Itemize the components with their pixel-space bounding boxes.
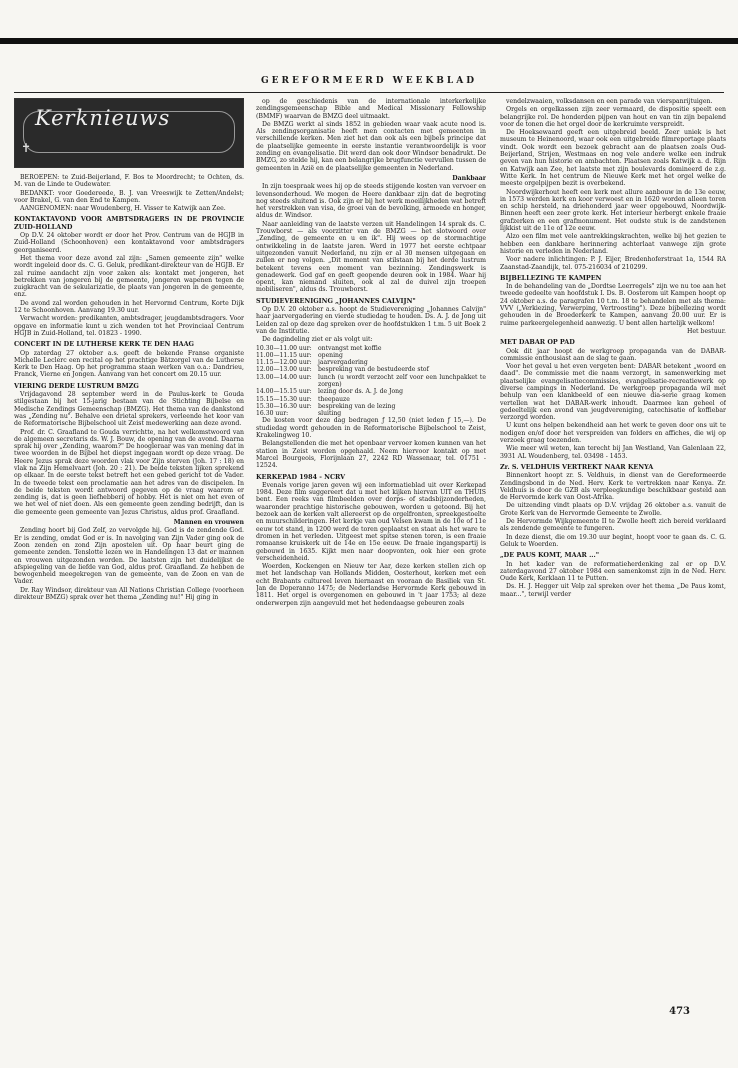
paragraph: Vrijdagavond 28 september werd in de Paulus-kerk te Gouda stilgestaan bij het 15-jarig bestaan van de Stichting Bijbelse en Medische Zendings Gemeenschap (BMZG). Het thema van de dankstond was „Zending nu". Behalve een drietal sprekers, verleende het koor van de Reformatorische Bijbelschool uit Zeist medewerking aan deze avond.: [14, 391, 244, 428]
paragraph: De BMZG werkt al sinds 1852 in gebieden waar vaak acute nood is. Als zendingsorganisatie heeft men contacten met gemeenten in verschillende kerken. Men ziet het dan ook als een bijbels principe dat de plaatselijke gemeente in eerste instantie verantwoordelijk is voor zending en evangelisatie. Dit werd dan ook door Windsor benadrukt. De BMZG, zo stelde hij, kan een belangrijke brugfunctie vervullen tussen de gemeenten in Azië en de plaatselijke gemeenten in Nederland.: [256, 120, 486, 172]
programme-item: lezing door ds. A. J. de Jong: [318, 388, 403, 396]
page-number: 473: [669, 1006, 690, 1017]
heading-veldhuis: Zr. S. VELDHUIS VERTREKT NAAR KENYA: [500, 462, 654, 471]
programme-row: [256, 388, 486, 395]
heading-concert: CONCERT IN DE LUTHERSE KERK TE DEN HAAG: [14, 340, 194, 349]
programme-item: ontvangst met koffie: [318, 344, 382, 352]
paragraph: op de geschiedenis van de internationale interkerkelijke zendingsgemeenschap Bible and Medical Missionary Fellowship (BMMF) waarvan de BMZG deel uitmaakt.: [256, 98, 486, 120]
bedankt-text: BEDANKT: voor Goedereede, B. J. van Vreeswijk te Zetten/Andelst; voor Brakel, G. van den End te Kampen.: [14, 189, 244, 204]
paragraph: In zijn toespraak wees hij op de steeds stijgende kosten van vervoer en levensonderhoud. We mogen de Heere dankbaar zijn dat de begroting nog steeds sluitend is. Ook zijn er bij het werk moeilijkheden wat betreft het verstrekken van visa, de groei van de bevolking, armoede en honger, aldus dr. Windsor.: [256, 183, 486, 220]
paragraph: Op zaterdag 27 oktober a.s. geeft de bekende Franse organiste Michelle Leclerc een recital op het prachtige Bätzorgel van de Lutherse Kerk te Den Haag. Op het programma staan werken van o.a.: Dandrieu, Franck, Vierne en Jongen. Aanvang van het concert om 20.15 uur.: [14, 349, 244, 379]
paragraph: Dr. Ray Windsor, direkteur van All Nations Christian College (voorheen direkteur BMZG) sprak over het thema „Zending nu!" Hij ging in: [14, 586, 244, 602]
column-1: [14, 98, 244, 1028]
church-icon: ✝: [21, 141, 32, 155]
programme-time: 15.15—15.30 uur:: [256, 395, 312, 403]
programme-time: 11.00—11.15 uur:: [256, 351, 312, 359]
programme-time: 11.15—12.00 uur:: [256, 359, 312, 367]
paragraph: Naar aanleiding van de laatste verzen uit Handelingen 14 sprak ds. C. Trouwborst — als voorzitter van de BMZG — het slotwoord over „Zending, de gemeente en u en ik". Hij wees op de stormachtige ontwikkeling in de laatste jaren. Werd in 1977 het eerste echtpaar uitgezonden vanuit Nederland, nu zijn er al 30 mensen uitgegaan en zullen er nog volgen. „Dit moment van stilstaan bij het derde lustrum betekent tevens een moment van bezinning. Zendingswerk is genadewerk. God gaf en geeft geopende deuren ook in 1984. Waar hij opent, kan niemand sluiten, ook al zal de duivel zijn troepen mobiliseren", aldus ds. Trouwborst.: [256, 220, 486, 294]
header-rule: [14, 92, 724, 93]
programme-item: jaarvergadering: [318, 359, 368, 367]
heading-bijbellezing: BIJBELLEZING TE KAMPEN: [500, 273, 602, 282]
programme-item: bespreking van de bestudeerde stof: [318, 366, 429, 374]
programme-time: 14.00—15.15 uur:: [256, 388, 312, 396]
paragraph: Voor het geval u het even vergeten bent: DABAR betekent „woord en daad". De commissie met die naam verzorgt, in samenwerking met plaatselijke evangelisatiecommissies, evangelisatie-recreatiewerk op diverse campings in Nederland. De werkgroep propaganda wil met behulp van een klankbeeld of een nieuwe dia-serie graag komen vertellen wat het DABAR-werk inhoudt. Daarmee kan geheel of gedeeltelijk een avond van jeugdvereniging, catechisatie of koffiebar verzorgd worden.: [500, 363, 726, 422]
heading-paus: „DE PAUS KOMT, MAAR ...": [500, 551, 600, 560]
paragraph: Prof. dr. C. Graafland te Gouda verrichtte, na het welkomstwoord van de algemeen secretaris ds. W. J. Bouw, de opening van de avond. Daarna sprak hij over „Zending, waarom?" De hoogleraar was van mening dat in twee woorden in de Bijbel het diepst ingegaan wordt op deze vraag. De Heere Jezus sprak deze woorden vlak voor Zijn sterven (Joh. 17 : 18) en vlak na Zijn Hemelvaart (Joh. 20 : 21). De beide teksten lijken sprekend op elkaar. In de eerste tekst betreft het een gebed gericht tot de Vader. In de tweede tekst een proclamatie aan het adres van de discipelen. In de beide teksten wordt antwoord gegeven op de vraag waarom er zending is, dat is geen liefhebberij of hobby. Het is niet om het even of we het wel of niet doen. Als een gemeente geen zending bedrijft, dan is die gemeente geen gemeente van Jezus Christus, aldus prof. Graafland.: [14, 428, 244, 516]
column-2: [256, 98, 486, 1028]
paragraph: Alzo een film met vele aantrekkingskrachten, welke bij het gezien te hebben een dankbare herinnering achterlaat vanwege zijn grote historie en verleden in Nederland.: [500, 233, 726, 255]
programme-item: opening: [318, 351, 343, 359]
paragraph: Evenals vorige jaren geven wij een informatieblad uit over Kerkepad 1984. Deze film suggereert dat u met het kijken hiervan UIT en THUIS bent. Een reeks van filmbeelden over dorps- of stadsbijzonderheden, waaronder prachtige historische gebouwen, worden u getoond. Bij het bezoek aan de kerken valt allereerst op de orgelfronten, spreekgestoelte en muurschilderingen. Het kerkje van oud Velsen kwam in de 10e of 11e eeuw tot stand, in 1200 werd de toren geplaatst en staat als het ware te dromen in het verleden. Uitgeest met spitse stenen toren, is een fraaie romaanse kruiskerk uit de 14e en 15e eeuw. De fraaie ingangspartij is gebouwd in 1635. Kijkt men naar doopvonten, ook hier een grote verscheidenheid.: [256, 481, 486, 562]
programme-row: [256, 352, 486, 359]
programme-row: [256, 359, 486, 366]
heading-studievereniging: STUDIEVERENIGING „JOHANNES CALVIJN": [256, 296, 416, 305]
programme-item: lunch (u wordt verzocht zelf voor een lunchpakket te zorgen): [318, 373, 486, 388]
paragraph: De avond zal worden gehouden in het Hervormd Centrum, Korte Dijk 12 te Schoonhoven. Aanvang 19.30 uur.: [14, 299, 244, 315]
paragraph: vendelzwaaien, volksdansen en een parade van vierspanrijtuigen.: [506, 98, 713, 105]
paragraph: Ook dit jaar hoopt de werkgroep propaganda van de DABAR-commissie enthousiast aan de slag te gaan.: [500, 347, 726, 362]
signature: Het bestuur.: [686, 327, 726, 335]
paragraph: De Hervormde Wijkgemeente II te Zwolle heeft zich bereid verklaard als zendende gemeente te fungeren.: [500, 518, 726, 533]
paragraph: Voor nadere inlichtingen: P. J. Eijer, Bredenhoferstraat 1a, 1544 RA Zaanstad-Zaandijk, tel. 075-216034 of 210299.: [500, 256, 726, 271]
column-3: [500, 98, 726, 1028]
paragraph: Verwacht worden: predikanten, ambtsdrager, jeugdambtsdragers. Voor opgave en informatie kunt u zich wenden tot het Provinciaal Centrum HGJB in Zuid-Holland, tel. 01823 - 1990.: [14, 315, 244, 337]
paragraph: Noordwijkerhout heeft een kerk met allure aanbouw in de 13e eeuw, in 1573 werden kerk en koor verwoest en in 1620 worden alleen toren en schip hersteld, na driehonderd jaar weer opgebouwd, Noordwijk-Binnen heeft een zeer grote kerk. Het interieur herbergt enkele fraaie grafzerken en een grafmonument. Het oudste stuk is de zandstenen lijkkist uit de 11e of 12e eeuw.: [500, 188, 726, 233]
programme-time: 16.30 uur:: [256, 410, 289, 418]
paragraph: De dagindeling ziet er als volgt uit:: [262, 336, 373, 344]
paragraph: In deze dienst, die om 19.30 uur begint, hoopt voor te gaan ds. C. G. Geluk te Woerden.: [500, 533, 726, 548]
paragraph: Orgels en orgelkassen zijn zeer vermaard, de dispositie speelt een belangrijke rol. De honderden pijpen van hout en van tin zijn bepalend voor de tonen die het orgel door de kerkruimte verspreidt.: [500, 106, 726, 128]
programme-item: bespreking van de lezing: [318, 402, 396, 410]
paragraph: In het kader van de reformatieherdenking zal er op D.V. zaterdagavond 27 oktober 1984 een samenkomst zijn in de Ned. Herv. Oude Kerk, Kerklaan 11 te Putten.: [500, 560, 726, 583]
subheading-mannen-vrouwen: Mannen en vrouwen: [173, 519, 244, 527]
paragraph: Zending hoort bij God Zelf, zo vervolgde hij. God is de zendende God. Er is zending, omdat God er is. In navolging van Zijn Vader ging ook de Zoon zenden en zond Zijn apostelen uit. Op haar beurt ging de gemeente zenden. Tenslotte lezen we in Handelingen 13 dat er mannen en vrouwen uitgezonden worden. De laatsten zijn het duidelijkst de afspiegeling van de liefde van God, aldus prof. Graafland. Ze hebben de bewogenheid meegekregen van de gemeente, van de Zoon en van de Vader.: [14, 527, 244, 586]
heading-kontaktavond: KONTAKTAVOND VOOR AMBTSDRAGERS IN DE PROVINCIE ZUID-HOLLAND: [14, 215, 244, 231]
programme-row: [256, 396, 486, 403]
programme-row: [256, 403, 486, 410]
programme-row: [256, 366, 486, 373]
top-black-bar: [0, 38, 738, 44]
kerknieuws-logo: [14, 98, 244, 168]
programme-list: [256, 345, 486, 418]
paragraph: Binnenkort hoopt zr. S. Veldhuis, in dienst van de Gereformeerde Zendingsbond in de Ned. Herv. Kerk te vertrekken naar Kenya. Zr. Veldhuis is door de GZB als verpleegkundige beschikbaar gesteld aan de Hervormde kerk van Oost-Afrika.: [500, 472, 726, 502]
heading-kerkepad: KERKEPAD 1984 - NCRV: [256, 472, 346, 481]
paragraph: Belangstellenden die met het openbaar vervoer komen kunnen van het station in Zeist worden opgehaald. Neem hiervoor kontakt op met Marcel Bourgeois, Florijnlaan 27, 2242 RD Wassenaar, tel. 01751 - 12524.: [256, 440, 486, 470]
heading-dabar: MET DABAR OP PAD: [500, 338, 575, 347]
paragraph: De kosten voor deze dag bedragen ƒ 12,50 (niet leden ƒ 15,—). De studiedag wordt gehouden in de Reformatorische Bijbelschool te Zeist, Krakelingweg 10.: [256, 417, 486, 440]
beroepen-text: BEROEPEN: te Zuid-Beijerland, F. Bos te Moordrecht; te Ochten, ds. M. van de Linde te Oudewater.: [14, 174, 244, 189]
paragraph: Het thema voor deze avond zal zijn: „Samen gemeente zijn" welke wordt ingeleid door ds. C. G. Geluk, predikant-direkteur van de HGJB. Er zal ruime aandacht zijn voor zaken als: kontakt met jongeren, het betrekken van jongeren bij de gemeente, jongeren wapenen tegen de zuigkracht van de sekularizatie, de plaats van jongeren in de gemeente, enz.: [14, 254, 244, 299]
paragraph: In de behandeling van de „Dordtse Leerregels" zijn we nu toe aan het tweede gedeelte van hoofdstuk I. Ds. B. Oosterom uit Kampen hoopt op 24 oktober a.s. de paragrafen 10 t.m. 18 te behandelen met als thema: VVV („Verkiezing, Verwerping, Vertroosting"). Deze bijbellezing wordt gehouden in de Broederkerk te Kampen, aanvang 20.00 uur. Er is ruime parkeergelegenheid aanwezig. U bent allen hartelijk welkom!: [500, 283, 726, 327]
programme-row: [256, 410, 486, 417]
paragraph: De Hoeksewaard geeft een uitgebreid beeld. Zeer uniek is het museum te Heinenoord, waar ook een uitgebreide filmreportage plaats vindt. Ook wordt een bezoek gebracht aan de plaatsen zoals Oud-Beijerland, Strijen, Westmaas en nog vele andere welke een indruk geven van hun historie en ambachten. Plaatsen zoals Katwijk a. d. Rijn en Katwijk aan Zee, het laatste met zijn boulevards domineerd de z.g. Witte Kerk. In het centrum de Nieuwe Kerk met het orgel welke de meeste orgelpijpen bezit is overbekend.: [500, 129, 726, 188]
paragraph: Op D.V. 24 oktober wordt er door het Prov. Centrum van de HGJB in Zuid-Holland (Schoonhoven) een kontaktavond voor ambtsdragers georganiseerd.: [14, 232, 244, 254]
heading-lustrum: VIERING DERDE LUSTRUM BMZG: [14, 381, 139, 390]
programme-row: [256, 345, 486, 352]
programme-time: 10.30—11.00 uur:: [256, 344, 312, 352]
masthead: GEREFORMEERD WEEKBLAD: [260, 76, 478, 86]
paragraph: Wie meer wil weten, kan terecht bij Jan Westland, Van Galenlaan 22, 3931 AL Woudenberg, tel. 03498 - 1453.: [500, 445, 726, 460]
programme-row: [256, 374, 486, 389]
logo-text: Kerknieuws: [35, 106, 171, 130]
paragraph: De uitzending vindt plaats op D.V. vrijdag 26 oktober a.s. vanuit de Grote Kerk van de Hervormde Gemeente te Zwolle.: [500, 502, 726, 517]
programme-item: theepauze: [318, 395, 350, 403]
subheading-dankbaar: Dankbaar: [452, 174, 486, 182]
paragraph: Op D.V. 20 oktober a.s. hoopt de Studievereniging „Johannes Calvijn" haar jaarvergadering en vierde studiedag te houden. Ds. A. J. de Jong uit Leiden zal op deze dag spreken over de hoofdstukken 1 t.m. 5 uit Boek 2 van de Institutie.: [256, 306, 486, 335]
aangenomen-text: AANGENOMEN: naar Woudenberg, H. Visser te Katwijk aan Zee.: [20, 205, 226, 213]
programme-item: sluiting: [318, 410, 342, 418]
paragraph: U kunt ons helpen bekendheid aan het werk te geven door ons uit te nodigen en/of door het verspreiden van folders en affiches, die wij op verzoek graag toezenden.: [500, 422, 726, 445]
programme-time: 13.00—14.00 uur:: [256, 373, 312, 381]
paragraph: Woerden, Kockengen en Nieuw ter Aar, deze kerken stellen zich op met het landschap van Hollands Midden, Oosterhout, kerken met een echt Brabants cultureel leven hiernaast en vooraan de Basiliek van St. Jan de Doperanno 1475; de Nederlandse Hervormde Kerk gebouwd in 1811. Het orgel is overgenomen en gebouwd in 't jaar 1753; al deze onderwerpen zijn aangevuld met het hedendaagse gebeuren zoals: [256, 563, 486, 607]
programme-time: 12.00—13.00 uur:: [256, 366, 312, 374]
programme-time: 15.30—16.30 uur:: [256, 402, 312, 410]
paragraph: Ds. H. J. Hegger uit Velp zal spreken over het thema „De Paus komt, maar...", terwijl verder: [500, 583, 726, 598]
